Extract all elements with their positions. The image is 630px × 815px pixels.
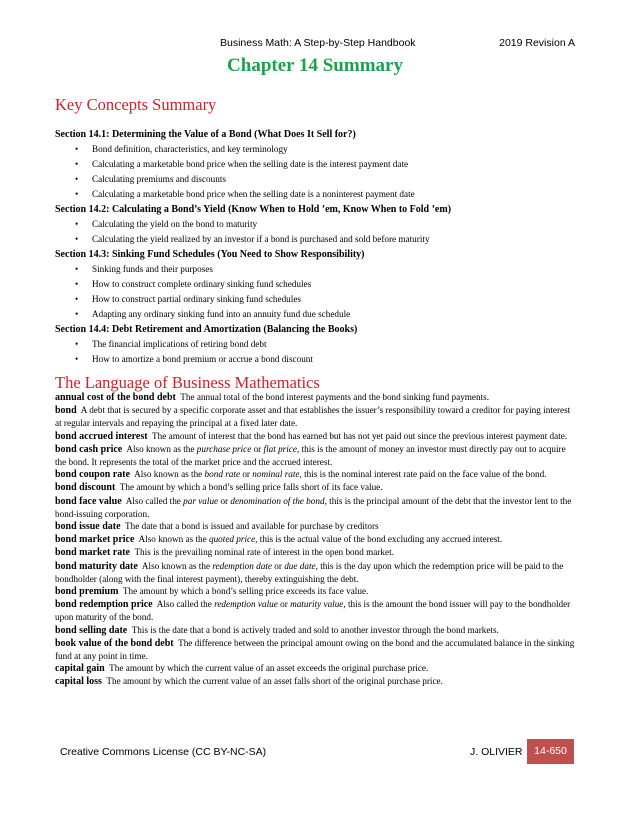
chapter-title: Chapter 14 Summary bbox=[227, 55, 403, 76]
glossary-term: bond maturity date bbox=[55, 560, 138, 572]
glossary-entry bbox=[55, 481, 575, 494]
glossary-italic-text: purchase price bbox=[196, 443, 252, 454]
glossary-definition-text: A debt that is secured by a specific corporate asset and that establishes the issuer’s responsibility toward a creditor for paying interest at regular intervals and repaying the principal at a fixed later date. bbox=[55, 405, 571, 429]
glossary-term: annual cost of the bond debt bbox=[55, 392, 176, 403]
glossary-entry bbox=[55, 495, 575, 520]
bullet-item: • Calculating premiums and discounts bbox=[55, 172, 575, 187]
glossary-definition-text: This is the prevailing nominal rate of interest in the open bond market. bbox=[134, 547, 394, 558]
glossary-definition-text: The amount by which the current value of an asset exceeds the original purchase price. bbox=[109, 663, 429, 674]
glossary-term: bond cash price bbox=[55, 443, 123, 455]
glossary-entry bbox=[55, 637, 575, 662]
glossary-definition-text: , this is the actual value of the bond excluding any accrued interest. bbox=[255, 534, 503, 545]
glossary-definition-text: The annual total of the bond interest payments and the bond sinking fund payments. bbox=[180, 392, 490, 402]
bullet-list bbox=[55, 217, 575, 247]
glossary-definition-text: or bbox=[251, 443, 264, 454]
glossary-term: bond selling date bbox=[55, 624, 128, 636]
glossary-italic-text: bond rate bbox=[204, 469, 241, 480]
glossary-definition-text: The amount of interest that the bond has earned but has not yet paid out since the previous interest payment date. bbox=[152, 430, 568, 441]
bullet-item: • Adapting any ordinary sinking fund into an annuity fund due schedule bbox=[55, 307, 575, 322]
footer-license: Creative Commons License (CC BY-NC-SA) bbox=[60, 746, 267, 758]
section-title: Section 14.2: Calculating a Bond’s Yield (Know When to Hold ’em, Know When to Fold ’em) bbox=[55, 204, 452, 215]
glossary-entry bbox=[55, 443, 575, 468]
glossary-italic-text: maturity value bbox=[290, 599, 344, 610]
glossary-definition-text: Also known as the bbox=[126, 443, 197, 454]
glossary-entry bbox=[55, 585, 575, 598]
glossary-term: capital gain bbox=[55, 663, 105, 675]
glossary-entry bbox=[55, 624, 575, 637]
glossary-entry bbox=[55, 675, 575, 688]
bullet-list bbox=[55, 262, 575, 322]
glossary-definition-text: Also called the bbox=[156, 599, 215, 610]
glossary-term: bond face value bbox=[55, 495, 122, 507]
key-concepts-list bbox=[55, 127, 575, 367]
glossary-definition-text: , this is the nominal interest rate paid on the face value of the bond. bbox=[299, 469, 547, 480]
glossary-definition-text: The difference between the principal amount owing on the bond and the accumulated balance in the sinking fund at any point in time. bbox=[55, 637, 575, 662]
glossary-italic-text: redemption date bbox=[212, 560, 272, 571]
bullet-item: • Bond definition, characteristics, and key terminology bbox=[55, 142, 575, 157]
bullet-item: • Calculating the yield on the bond to maturity bbox=[55, 217, 575, 232]
glossary-term: bond premium bbox=[55, 586, 119, 598]
bullet-item: • Calculating a marketable bond price when the selling date is a noninterest payment date bbox=[55, 187, 575, 202]
glossary-definition-text: or bbox=[277, 599, 291, 610]
footer-author: J. OLIVIER bbox=[470, 746, 523, 758]
glossary-term: bond accrued interest bbox=[55, 430, 148, 442]
glossary-entry bbox=[55, 430, 575, 443]
key-concepts-heading: Key Concepts Summary bbox=[55, 95, 217, 114]
section-title: Section 14.1: Determining the Value of a Bond (What Does It Sell for?) bbox=[55, 129, 356, 140]
bullet-item: • How to construct partial ordinary sinking fund schedules bbox=[55, 292, 575, 307]
glossary-italic-text: flat price bbox=[263, 443, 297, 454]
glossary-term: bond discount bbox=[55, 482, 116, 494]
glossary-definition-text: The amount by which a bond’s selling price falls short of its face value. bbox=[119, 482, 383, 493]
glossary bbox=[55, 391, 575, 689]
glossary-term: capital loss bbox=[55, 676, 102, 688]
glossary-definition-text: , this is the amount of money an investor must directly pay out to acquire the bond. It represents the total of the market price and the accrued interest. bbox=[55, 443, 566, 468]
glossary-term: bond bbox=[55, 405, 77, 417]
glossary-entry bbox=[55, 520, 575, 533]
bullet-item: • The financial implications of retiring bond debt bbox=[55, 337, 575, 352]
glossary-definition-text: This is the date that a bond is actively traded and sold to another investor through the bond markets. bbox=[131, 624, 499, 635]
glossary-definition-text: The date that a bond is issued and available for purchase by creditors bbox=[125, 521, 379, 532]
glossary-entry bbox=[55, 560, 575, 585]
glossary-italic-text: denomination of the bond bbox=[230, 495, 325, 506]
bullet-item: • Calculating a marketable bond price when the selling date is the interest payment date bbox=[55, 157, 575, 172]
section-title: Section 14.3: Sinking Fund Schedules (You Need to Show Responsibility) bbox=[55, 249, 365, 260]
glossary-definition-text: Also known as the bbox=[138, 534, 209, 545]
glossary-term: bond redemption price bbox=[55, 599, 153, 611]
header-book-title: Business Math: A Step-by-Step Handbook bbox=[220, 37, 416, 49]
bullet-item: • Calculating the yield realized by an investor if a bond is purchased and sold before maturity bbox=[55, 232, 575, 247]
language-heading: The Language of Business Mathematics bbox=[55, 373, 320, 392]
glossary-entry bbox=[55, 404, 575, 429]
glossary-definition-text: The amount by which the current value of an asset falls short of the original purchase price. bbox=[106, 676, 443, 687]
bullet-item: • Sinking funds and their purposes bbox=[55, 262, 575, 277]
glossary-term: bond coupon rate bbox=[55, 469, 131, 481]
glossary-entry bbox=[55, 598, 575, 623]
glossary-definition-text: Also known as the bbox=[141, 560, 213, 571]
glossary-definition-text: or bbox=[218, 495, 231, 506]
glossary-definition-text: The amount by which a bond’s selling price exceeds its face value. bbox=[122, 586, 369, 597]
bullet-list bbox=[55, 337, 575, 367]
glossary-definition-text: Also called the bbox=[125, 495, 184, 506]
glossary-entry bbox=[55, 391, 575, 404]
glossary-definition-text: , this is the amount the bond issuer will pay to the bondholder upon maturity of the bond. bbox=[55, 599, 571, 623]
bullet-item: • How to construct complete ordinary sinking fund schedules bbox=[55, 277, 575, 292]
glossary-entry bbox=[55, 468, 575, 481]
glossary-entry bbox=[55, 662, 575, 675]
bullet-list bbox=[55, 142, 575, 202]
bullet-item: • How to amortize a bond premium or accrue a bond discount bbox=[55, 352, 575, 367]
glossary-term: bond issue date bbox=[55, 521, 121, 533]
glossary-definition-text: , this is the principal amount of the debt that the investor lent to the bond-issuing corporation. bbox=[55, 495, 572, 519]
glossary-entry bbox=[55, 533, 575, 546]
glossary-term: book value of the bond debt bbox=[55, 637, 174, 649]
glossary-definition-text: or bbox=[240, 469, 253, 480]
glossary-italic-text: redemption value bbox=[214, 599, 278, 610]
glossary-italic-text: par value bbox=[183, 495, 219, 506]
glossary-italic-text: nominal rate bbox=[252, 469, 300, 480]
header-revision: 2019 Revision A bbox=[499, 37, 575, 49]
section-title: Section 14.4: Debt Retirement and Amortization (Balancing the Books) bbox=[55, 324, 358, 335]
glossary-italic-text: due date bbox=[284, 560, 316, 571]
glossary-term: bond market rate bbox=[55, 547, 130, 559]
glossary-term: bond market price bbox=[55, 534, 135, 546]
glossary-italic-text: quoted price bbox=[208, 534, 256, 545]
glossary-definition-text: , this is the day upon which the redemption price will be paid to the bondholder (along with the final interest payment), thereby extinguishing the debt. bbox=[55, 560, 564, 584]
glossary-entry bbox=[55, 546, 575, 559]
page-number-badge: 14-650 bbox=[527, 739, 574, 764]
glossary-definition-text: Also known as the bbox=[134, 469, 205, 480]
glossary-definition-text: or bbox=[271, 560, 285, 571]
